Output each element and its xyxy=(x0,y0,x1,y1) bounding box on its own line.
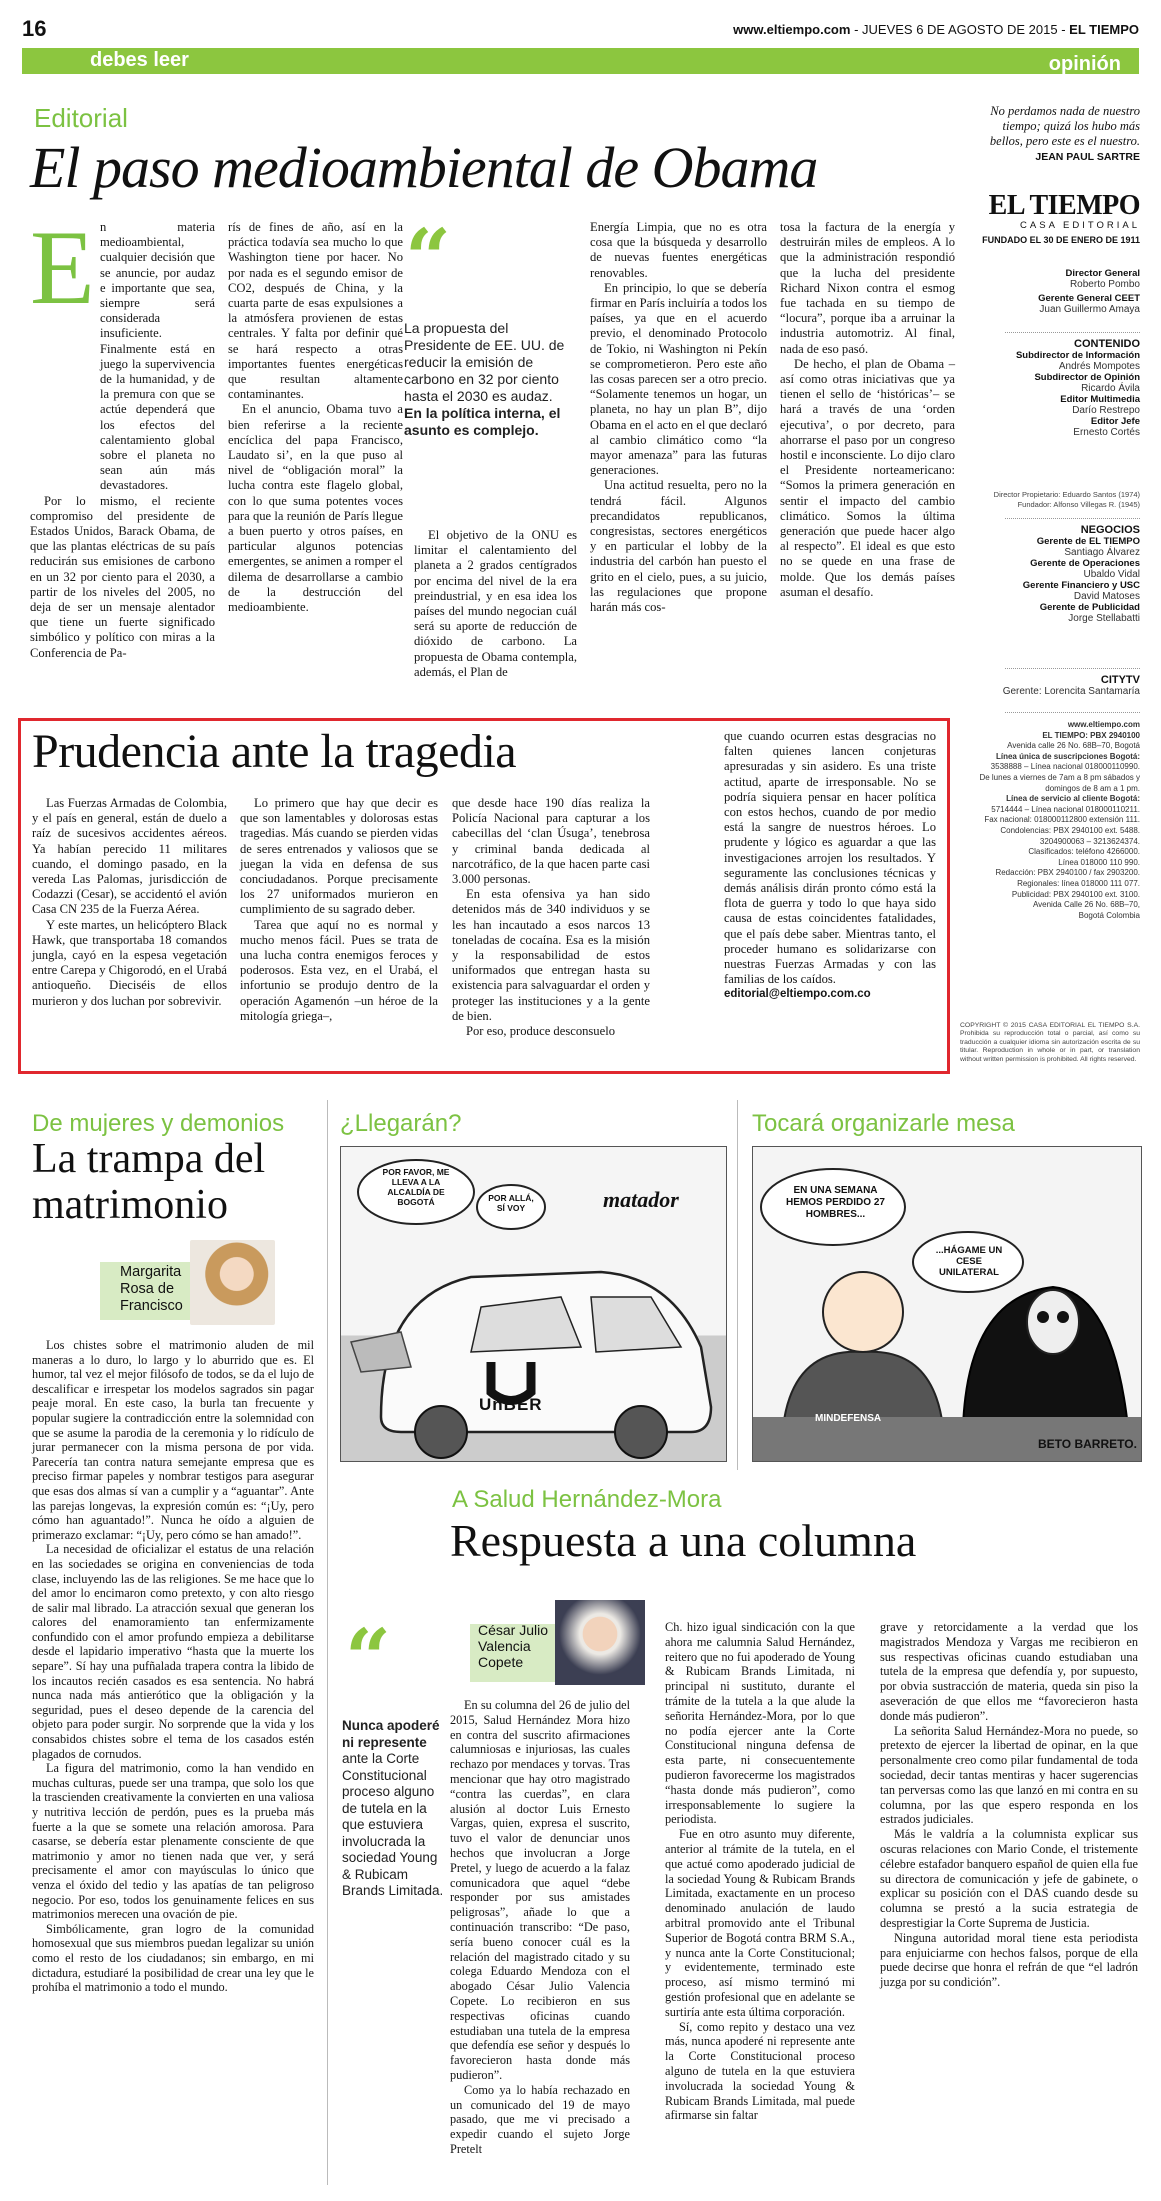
negocios-role: Gerente de Operaciones xyxy=(1030,558,1140,569)
editorial-col-4b-text: En principio, lo que se debería firmar en París incluiría a todos los países, ya que en el acuerdo previo, el denominado Protocolo de Tokio, ni Washington ni Pekín se comprometieron. Pero este año las cosas parecen ser a otro precio. “Solamente tenemos un hogar, un planeta, no hay un plan B”, dijo Obama en el acto en el que declaró al cambio climático como “la mayor amenaza” para las futuras generaciones. xyxy=(590,280,767,478)
section-bar xyxy=(22,48,1139,74)
contact-line: 3204900063 – 3213624374. xyxy=(1039,836,1140,846)
contenido-title: CONTENIDO xyxy=(1074,338,1140,350)
prudencia-col-4-text: que cuando ocurren estas desgracias no falten quienes lancen conjeturas apresuradas y sin asidero. Es una triste actitud, aparte de irresponsable. No se podría siquiera pensar en hacer política con estos hechos, cuando de por medio está la sangre de nuestros héroes. Lo prudente y lógico es aguardar a que las investigaciones arrojen los resultados. Y seguramente las conclusiones técnicas y demás análisis dirán pronto cómo está la flota de guerra y todo lo que haya sido causa de estas coincidentes fatalidades, que el país debe saber. Mientras tanto, el proceder humano es solidarizarse con nuestras Fuerzas Armadas y con las familias de los caídos. xyxy=(724,729,936,987)
contact-line: www.eltiempo.com xyxy=(1067,720,1140,729)
respuesta-kicker: A Salud Hernández-Mora xyxy=(452,1486,722,1513)
section-left-label: debes leer xyxy=(90,49,189,71)
header-site: www.eltiempo.com xyxy=(733,22,851,37)
respuesta-col-3d-text: Ninguna autoridad moral tiene esta periodista para enjuiciarme con hechos falsos, porque de ella puede decirse que honra el refrán de que “el ladrón juzga por su condición”. xyxy=(880,1930,1138,1990)
respuesta-title: Respuesta a una columna xyxy=(450,1515,917,1566)
prudencia-email[interactable]: editorial@eltiempo.com.co xyxy=(724,988,871,1001)
masthead-founded: FUNDADO EL 30 DE ENERO DE 1911 xyxy=(982,235,1140,245)
respuesta-pullquote-bold: Nunca apoderé ni represente xyxy=(342,1718,440,1750)
contenido-name: Ricardo Ávila xyxy=(1081,383,1140,394)
prudencia-col-2 xyxy=(240,796,438,1024)
respuesta-col-3-text: grave y retorcidamente a la verdad que los magistrados Mendoza y Vargas me recibieron en sus respectivas oficinas cuando estudiaban una tutela de la empresa que defendía y, por supuesto, por obvia sustracción de materia, queda sin piso la aseveración de que ellos me “favorecieron hasta donde más pudieron”. xyxy=(880,1620,1138,1723)
respuesta-col-1-text: En su columna del 26 de julio del 2015, Salud Hernández Mora hizo en contra del suscrito afirmaciones calumniosas e injuriosas, las cuales rechazo por mendaces y torvas. Tras mencionar que hay otro magistrado “contra las cuerdas”, en clara alusión al doctor Luis Ernesto Vargas, quien, expresa el suscrito, tuvo el valor de denunciar unos hechos que involucran a Jorge Pretel, y luego de acuerdo a la falaz comunicadora que aquel “debe responder por sus amistades peligrosas”, añade lo que a continuación transcribo: “De paso, sería bueno conocer cuál es la relación del magistrado citado y su colega Eduardo Mendoza con el abogado César Julio Valencia Copete. Lo recibieron en sus respectivas oficinas cuando estudiaban una tutela de la empresa que defendía ese señor y después lo favorecieron hasta donde más pudieron”. xyxy=(450,1698,630,2082)
cartoon2-signature: BETO BARRETO. xyxy=(1038,1437,1137,1451)
contact-line: Condolencias: PBX 2940100 ext. 5488. xyxy=(1000,825,1140,835)
respuesta-col-2-text: Ch. hizo igual sindicación con la que ahora me calumnia Salud Hernández, reitero que no fui apoderado de Young & Rubicam Brands Limitada, ni principal ni sustituto, durante el trámite de la tutela a la que alude la señorita Hernández-Mora, por lo que no podía ejercer ante la Corte Constitucional ninguna defensa de esta parte, ni consecuentemente pudieron favorecerme los magistrados “hasta donde más pudieron”, como irresponsablemente lo sugiere la periodista. xyxy=(665,1620,855,1827)
editorial-col-1 xyxy=(30,209,215,661)
contact-line: 5714444 – Línea nacional 018000110211. xyxy=(991,804,1140,814)
contact-line: Publicidad: PBX 2940100 ext. 3100. xyxy=(1011,889,1140,899)
contact-line: Bogotá Colombia xyxy=(1078,910,1140,920)
page-number: 16 xyxy=(22,16,47,41)
respuesta-author: César Julio Valencia Copete xyxy=(478,1622,549,1670)
respuesta-col-3c-text: Más le valdría a la columnista explicar sus oscuras relaciones con Mario Conde, el tristemente célebre estafador banquero español de quien ella fue su directora de comunicación y jefe de gabinete, o explicar su posición con el DAS cuando desde su columna se prestó a la sucia estrategia de desprestigiar la Corte Suprema de Justicia. xyxy=(880,1827,1138,1930)
contenido-role: Editor Jefe xyxy=(1090,416,1140,427)
sidebar-copyright: COPYRIGHT © 2015 CASA EDITORIAL EL TIEMPO S.A. Prohibida su reproducción total o parcial, así como su traducción a cualquier idioma sin autorización escrita de su titular. Reproduction in whole or in part, or translation without written permission is prohibited. All rights reserved. xyxy=(960,1022,1140,1063)
respuesta-pullquote-text: ante la Corte Constitucional proceso alguno de tutela en la que estuviera involucrada la sociedad Young & Rubicam Brands Limitada. xyxy=(342,1751,444,1898)
negocios-role: Gerente de EL TIEMPO xyxy=(1036,536,1140,547)
editorial-col-2b-text: En el anuncio, Obama tuvo a bien referirse a la reciente encíclica del papa Francisco, Laudato si’, en la que puso al nivel de “obligación moral” la lucha contra este flagelo global, con lo que suma potentes voces para que la reunión de París llegue a buen puerto y otros países, en particular algunos potencias emergentes, se animen a romper el dilema de desarrollarse a cambio de la destrucción del medioambiente. xyxy=(228,402,403,615)
prudencia-col-1 xyxy=(32,796,227,1009)
mujeres-p3: La figura del matrimonio, como la han vendido en muchas culturas, puede ser una trampa, que solo los que la trascienden creativamente la convierten en una valiosa y nutritiva lección de perdón, pues es la prueba más fuerte a la que se somete una relación amorosa. Para casarse, se debería estar plenamente consciente de que matrimonio y amor no tienen nada que ver, y será precisamente el amor con mayúsculas lo único que venza el óxido del tedio y las apatías de tan peligroso negocio. Por eso, todos los genuinamente felices en sus matrimonios merecen una ovación de pie. xyxy=(32,1761,314,1922)
prudencia-col-1b-text: Y este martes, un helicóptero Black Hawk, que transportaba 18 comandos jungla, cayó en la espesa vegetación entre Carepa y Chigorodó, en el Urabá antioqueño. Dieciséis de ellos murieron y dos luchan por sobrevivir. xyxy=(32,917,227,1008)
cartoon1-car-text: UnBER xyxy=(479,1395,543,1414)
editorial-col-4-text: Energía Limpia, que no es otra cosa que la búsqueda y desarrollo de nuevas fuentes energéticas renovables. xyxy=(590,220,767,280)
sidebar-negocios xyxy=(970,524,1140,624)
prudencia-col-3-text: que desde hace 190 días realiza la Policía Nacional para capturar a los cabecillas del ‘clan Úsuga’, tenebrosa y criminal banda dedicada al narcotráfico, de la que hacen parte casi 3.000 personas. xyxy=(452,796,650,887)
contact-line: Fax nacional: 018000112800 extensión 111. xyxy=(984,815,1140,825)
contenido-role: Subdirector de Información xyxy=(1015,350,1140,361)
respuesta-col-2b-text: Fue en otro asunto muy diferente, anterior al trámite de la tutela, en el que actué como apoderado judicial de la sociedad Young & Rubicam Brands Limitada, exactamente en un proceso denominado anulación de laudo arbitral promovido ante el Tribunal Superior de Bogotá contra BRM S.A., y nunca ante la Corte Constitucional; y evidentemente, terminado este proceso, así mismo terminó mi gestión profesional que en adelante se surtiría ante esta última corporación. xyxy=(665,1827,855,2019)
contact-line: Redacción: PBX 2940100 / fax 2903200. xyxy=(995,868,1140,878)
respuesta-col-1b-text: Como ya lo había rechazado en un comunicado del 19 de mayo pasado, que me vi precisado a expedir cuando el sujeto Jorge Pretelt xyxy=(450,2082,630,2156)
cartoon2-title: Tocará organizarle mesa xyxy=(752,1110,1015,1137)
contact-line: Avenida calle 26 No. 68B–70, Bogotá xyxy=(1007,741,1140,751)
sidebar-masthead xyxy=(970,190,1140,245)
staff-role: Director General xyxy=(1065,268,1140,279)
editorial-kicker: Editorial xyxy=(34,103,128,133)
author-photo xyxy=(190,1240,275,1325)
editorial-col-4c-text: Una actitud resuelta, pero no la tendrá fácil. Algunos precandidatos republicanos, congresistas, sectores energéticos y en particular el lobby de la industria del carbón han puesto el grito en el cielo, pues, a su juicio, las regulaciones que propone harán más cos- xyxy=(590,478,767,615)
mujeres-body xyxy=(32,1338,314,1995)
prudencia-col-4 xyxy=(724,729,936,1003)
respuesta-quote-icon: “ xyxy=(345,1611,392,1705)
editorial-col-1-text: n materia medioambiental, cualquier decisión que se anuncie, por audaz e importante que sea, siempre será considerada insuficiente. Finalmente está en juego la supervivencia de la humanidad, y de la premura con que se actúe dependerá que los efectos del calentamiento global sobre el planeta no sean aún más devastadores. xyxy=(100,220,215,493)
masthead-sub: CASA EDITORIAL xyxy=(1020,220,1140,231)
prudencia-col-1-text: Las Fuerzas Armadas de Colombia, y el país en general, están de duelo a raíz de sucesivos accidentes aéreos. Ya habían perecido 11 militares cuando, el domingo pasado, en la vereda Las Palomas, jurisdicción de Codazzi (Cesar), se accidentó el avión Casa CN 235 de la Fuerza Aérea. xyxy=(32,796,227,917)
respuesta-pullquote xyxy=(342,1718,444,1900)
editorial-col-4 xyxy=(590,220,767,615)
editorial-col-5-text: tosa la factura de la energía y destruirán miles de empleos. A lo que la administración respondió que la lucha del presidente Richard Nixon contra el esmog fue tachada en su tiempo de “locura”, porque iba a arruinar la industria automotriz. Al final, nada de eso pasó. xyxy=(780,220,955,356)
sidebar-staff xyxy=(970,268,1140,315)
header-line: www.eltiempo.com - JUEVES 6 DE AGOSTO DE 2015 - EL TIEMPO xyxy=(733,22,1139,37)
mujeres-author: Margarita Rosa de Francisco xyxy=(120,1264,183,1314)
sidebar-divider xyxy=(1005,332,1140,333)
cartoon1-bubble-2: POR ALLÁ, SÍ VOY xyxy=(488,1193,534,1213)
epigraph-author: JEAN PAUL SARTRE xyxy=(1035,151,1140,163)
negocios-name: Ubaldo Vidal xyxy=(1083,569,1140,580)
contact-line: De lunes a viernes de 7am a 8 pm sábados y domingos de 8 am a 1 pm. xyxy=(979,772,1140,793)
mujeres-p4: Simbólicamente, gran logro de la comunidad homosexual que sus miembros puedan legalizar su unión como el resto de los ciudadanos; sin embargo, en mi dictadura, estudiaré la posibilidad de crear una ley que le prohíba el matrimonio a todo el mundo. xyxy=(32,1921,314,1995)
respuesta-col-3b-text: La señorita Salud Hernández-Mora no puede, so pretexto de ejercer la libertad de opinar, en la que personalmente creo como pilar fundamental de toda sociedad, decir tantas mentiras y hacer sugerencias tan perversas como las que lanzó en mi contra en su columna, por las que espero responda en los estrados judiciales. xyxy=(880,1723,1138,1827)
citytv-manager: Gerente: Lorencita Santamaría xyxy=(1002,686,1140,697)
editorial-title: El paso medioambiental de Obama xyxy=(30,135,818,200)
cartoon1-image xyxy=(340,1146,727,1462)
sidebar-contact xyxy=(960,720,1140,921)
mujeres-kicker: De mujeres y demonios xyxy=(32,1110,285,1137)
negocios-name: Santiago Álvarez xyxy=(1064,547,1140,558)
negocios-title: NEGOCIOS xyxy=(1080,524,1140,536)
editorial-col-3 xyxy=(414,528,577,680)
section-right-label: opinión xyxy=(1048,53,1121,75)
contenido-name: Andrés Mompotes xyxy=(1058,361,1140,372)
contact-line: Avenida Calle 26 No. 68B–70, xyxy=(1032,900,1140,910)
contenido-name: Darío Restrepo xyxy=(1072,405,1140,416)
epigraph-text: No perdamos nada de nuestro tiempo; quizá los hubo más bellos, pero este es el nuestro. xyxy=(989,104,1140,148)
contenido-role: Editor Multimedia xyxy=(1060,394,1140,405)
editorial-col-3-text: El objetivo de la ONU es limitar el calentamiento del planeta a 2 grados centígrados por encima del nivel de la era preindustrial, y en esa idea los países del mundo negocian cuál será su aporte de reducción de dióxido de carbono. La propuesta de Obama contempla, además, el Plan de xyxy=(414,528,577,679)
cartoon2-label: MINDEFENSA xyxy=(815,1413,882,1424)
staff-name: Roberto Pombo xyxy=(1069,279,1140,290)
cartoon2-image xyxy=(752,1146,1142,1462)
negocios-role: Gerente Financiero y USC xyxy=(1022,580,1140,591)
cartoon1-bubble-1: POR FAVOR, ME LLEVA A LA ALCALDÍA DE BOGOTÁ xyxy=(382,1167,450,1207)
header-date: JUEVES 6 DE AGOSTO DE 2015 xyxy=(862,22,1058,37)
contenido-role: Subdirector de Opinión xyxy=(1034,372,1140,383)
editorial-col-5 xyxy=(780,220,955,600)
mujeres-p1: Los chistes sobre el matrimonio aluden de mil maneras a lo duro, lo largo y lo aburrido que es. El humor, tal vez el mejor filósofo de todos, se da el lujo de descalificar e irrespetar los modelos sagrados sin pagar peaje moral. En este caso, la burla tan frecuente y popular sugiere la contradicción entre la solemnidad con que se asume la parodia de la ceremonia y lo ridículo de jurar permanecer con la misma persona de por vida. Parecería tan contra natura semejante empresa que es preciso firmar papeles y nombrar testigos para asegurar que esas dos almas sí van a cumplir y a “aguantar”. Ante las parejas longevas, la expresión común es: “¡Uy, pero cómo han aguantado!”. Nunca he oído a alguien de primerazo exclamar: “¡Uy, pero cómo se han amado!”. xyxy=(32,1338,314,1542)
prudencia-col-2b-text: Tarea que aquí no es normal y mucho menos fácil. Pues se trata de una lucha contra enemigos feroces y poderosos. Esta vez, en el Urabá, el infortunio se produjo dentro de la operación Agamenón –un héroe de la mitología griega–, xyxy=(240,917,438,1023)
contenido-name: Ernesto Cortés xyxy=(1073,427,1140,438)
sidebar-divider xyxy=(1005,668,1140,669)
column-divider xyxy=(327,1100,328,2185)
editorial-quote-icon: “ xyxy=(405,211,452,305)
sidebar-divider xyxy=(1005,712,1140,713)
contact-line: Línea de servicio al cliente Bogotá: xyxy=(1006,794,1140,804)
prudencia-col-3c-text: Por eso, produce desconsuelo xyxy=(466,1024,615,1039)
cartoon2-bubble-2: ...HÁGAME UN CESE UNILATERAL xyxy=(935,1245,1003,1278)
editorial-col-1b-text: Por lo mismo, el reciente compromiso del presidente de Estados Unidos, Barack Obama, de que las plantas eléctricas de su país reducirán sus emisiones de carbono en un 32 por ciento para el 2030, a partir de los niveles del 2005, no deja de ser un mensaje alentador que tiene un fuerte significado simbólico y político con miras a la Conferencia de Pa- xyxy=(30,493,215,660)
contact-line: Línea única de suscripciones Bogotá: xyxy=(995,751,1140,761)
respuesta-col-3 xyxy=(880,1620,1138,1990)
respuesta-author-photo xyxy=(555,1600,645,1685)
respuesta-col-2 xyxy=(665,1620,855,2123)
editorial-pullquote-bold: En la política interna, el asunto es complejo. xyxy=(404,405,561,438)
contact-line: Regionales: línea 018000 111 077. xyxy=(1017,878,1140,888)
negocios-role: Gerente de Publicidad xyxy=(1039,602,1140,613)
respuesta-col-1 xyxy=(450,1698,630,2157)
editorial-col-5b-text: De hecho, el plan de Obama –así como otras iniciativas que ya tienen el sello de ‘históricas’– se hará a través de una ‘orden ejecutiva’, o por decreto, para ahorrarse el paso por un congreso hostil e inconsciente. Lo dijo claro el Presidente norteamericano: “Somos la primera generación en sentir el impacto del cambio climático. Somos la última generación que puede hacer algo al respecto”. El ideal es que esto no se quede en una frase de molde. Que los demás países asuman el desafío. xyxy=(780,356,955,599)
header-paper: EL TIEMPO xyxy=(1069,22,1139,37)
prudencia-col-3 xyxy=(452,796,650,1039)
staff-role: Gerente General CEET xyxy=(1038,293,1140,304)
sidebar-epigraph xyxy=(970,104,1140,165)
sidebar-citytv xyxy=(970,674,1140,697)
negocios-name: Jorge Stellabatti xyxy=(1068,613,1140,624)
negocios-name: David Matoses xyxy=(1073,591,1140,602)
editorial-col-2 xyxy=(228,220,403,615)
contact-line: 3538888 – Línea nacional 018000110990. xyxy=(990,762,1140,772)
mujeres-p2: La necesidad de oficializar el estatus de una relación en las sociedades se origina en conveniencias de toda clase, incluyendo las de las religiones. Se me hace que lo del amor lo encimaron como pretexto, y con alto riesgo de salir mal librado. La atracción sexual que generan los calores del enamoramiento tan enfermizamente confundido con el amor profundo empieza a debilitarse desde el lapidario imperativo “hasta que la muerte los separe”. Sí hay una pufñalada trapera contra la libido de los incautos recién casados es esa sentencia. No habrá nunca nada más antierótico que la obligación y la seguridad, pues el deseo depende de la carencia del objeto para poder surgir. No sorprende que la vida y los consabidos chistes sobre el tema de los casados estén plagados de cornudos. xyxy=(32,1542,314,1761)
editorial-pullquote-text: La propuesta del Presidente de EE. UU. de reducir la emisión de carbono en 32 por ciento hasta el 2030 es audaz. xyxy=(404,320,565,404)
cartoon1-signature: matador xyxy=(603,1187,679,1212)
contact-line: Línea 018000 110 990. xyxy=(1058,857,1140,867)
column-divider xyxy=(737,1100,738,1470)
cartoon1-title: ¿Llegarán? xyxy=(340,1110,462,1137)
editorial-col-2-text: rís de fines de año, así en la práctica todavía sea mucho lo que Washington tiene por hacer. No por nada es el segundo emisor de CO2, después de China, y la cuarta parte de esas expulsiones a la atmósfera provienen de estas centrales. Y falta por definir qué se hará respecto a otras importantes fuentes energéticas que resultan altamente contaminantes. xyxy=(228,220,403,402)
sidebar-divider xyxy=(1005,518,1140,519)
prudencia-col-3b-text: En esta ofensiva ya han sido detenidos más de 340 individuos y se les han incautado a esos narcos 13 toneladas de cocaína. Esa es la misión y la responsabilidad de estos uniformados que entregan hasta su existencia para salvaguardar el orden y proteger las instituciones y a la gente de bien. xyxy=(452,887,650,1023)
editorial-dropcap: E xyxy=(30,209,95,326)
editorial-pullquote xyxy=(404,320,569,439)
mujeres-title: La trampa del matrimonio xyxy=(32,1136,266,1228)
prudencia-title: Prudencia ante la tragedia xyxy=(32,725,517,778)
sidebar-contenido xyxy=(970,338,1140,438)
citytv-title: CITYTV xyxy=(1100,674,1140,686)
sidebar-owners: Director Propietario: Eduardo Santos (1974) Fundador: Alfonso Villegas R. (1945) xyxy=(993,490,1140,509)
cartoon2-bubble-1: EN UNA SEMANA HEMOS PERDIDO 27 HOMBRES... xyxy=(786,1185,885,1220)
contact-line: EL TIEMPO: PBX 2940100 xyxy=(1042,730,1140,740)
masthead-logo: EL TIEMPO xyxy=(988,190,1140,221)
prudencia-col-2-text: Lo primero que hay que decir es que son lamentables y dolorosas estas tragedias. Más cuando se pierden vidas de seres entrenados y valiosos que se juegan la vida en defensa de sus conciudadanos. Porque precisamente los 27 uniformados murieron en cumplimiento de su sagrado deber. xyxy=(240,796,438,917)
respuesta-col-2c-text: Sí, como repito y destaco una vez más, nunca apoderé ni represente ante la Corte Constitucional proceso alguno de tutela en la que estuviera involucrada la sociedad Young & Rubicam Brands Limitada, mal puede afirmarse sin faltar xyxy=(665,2019,855,2123)
contact-line: Clasificados: teléfono 4266000. xyxy=(1028,847,1140,857)
staff-name: Juan Guillermo Amaya xyxy=(1039,304,1140,315)
